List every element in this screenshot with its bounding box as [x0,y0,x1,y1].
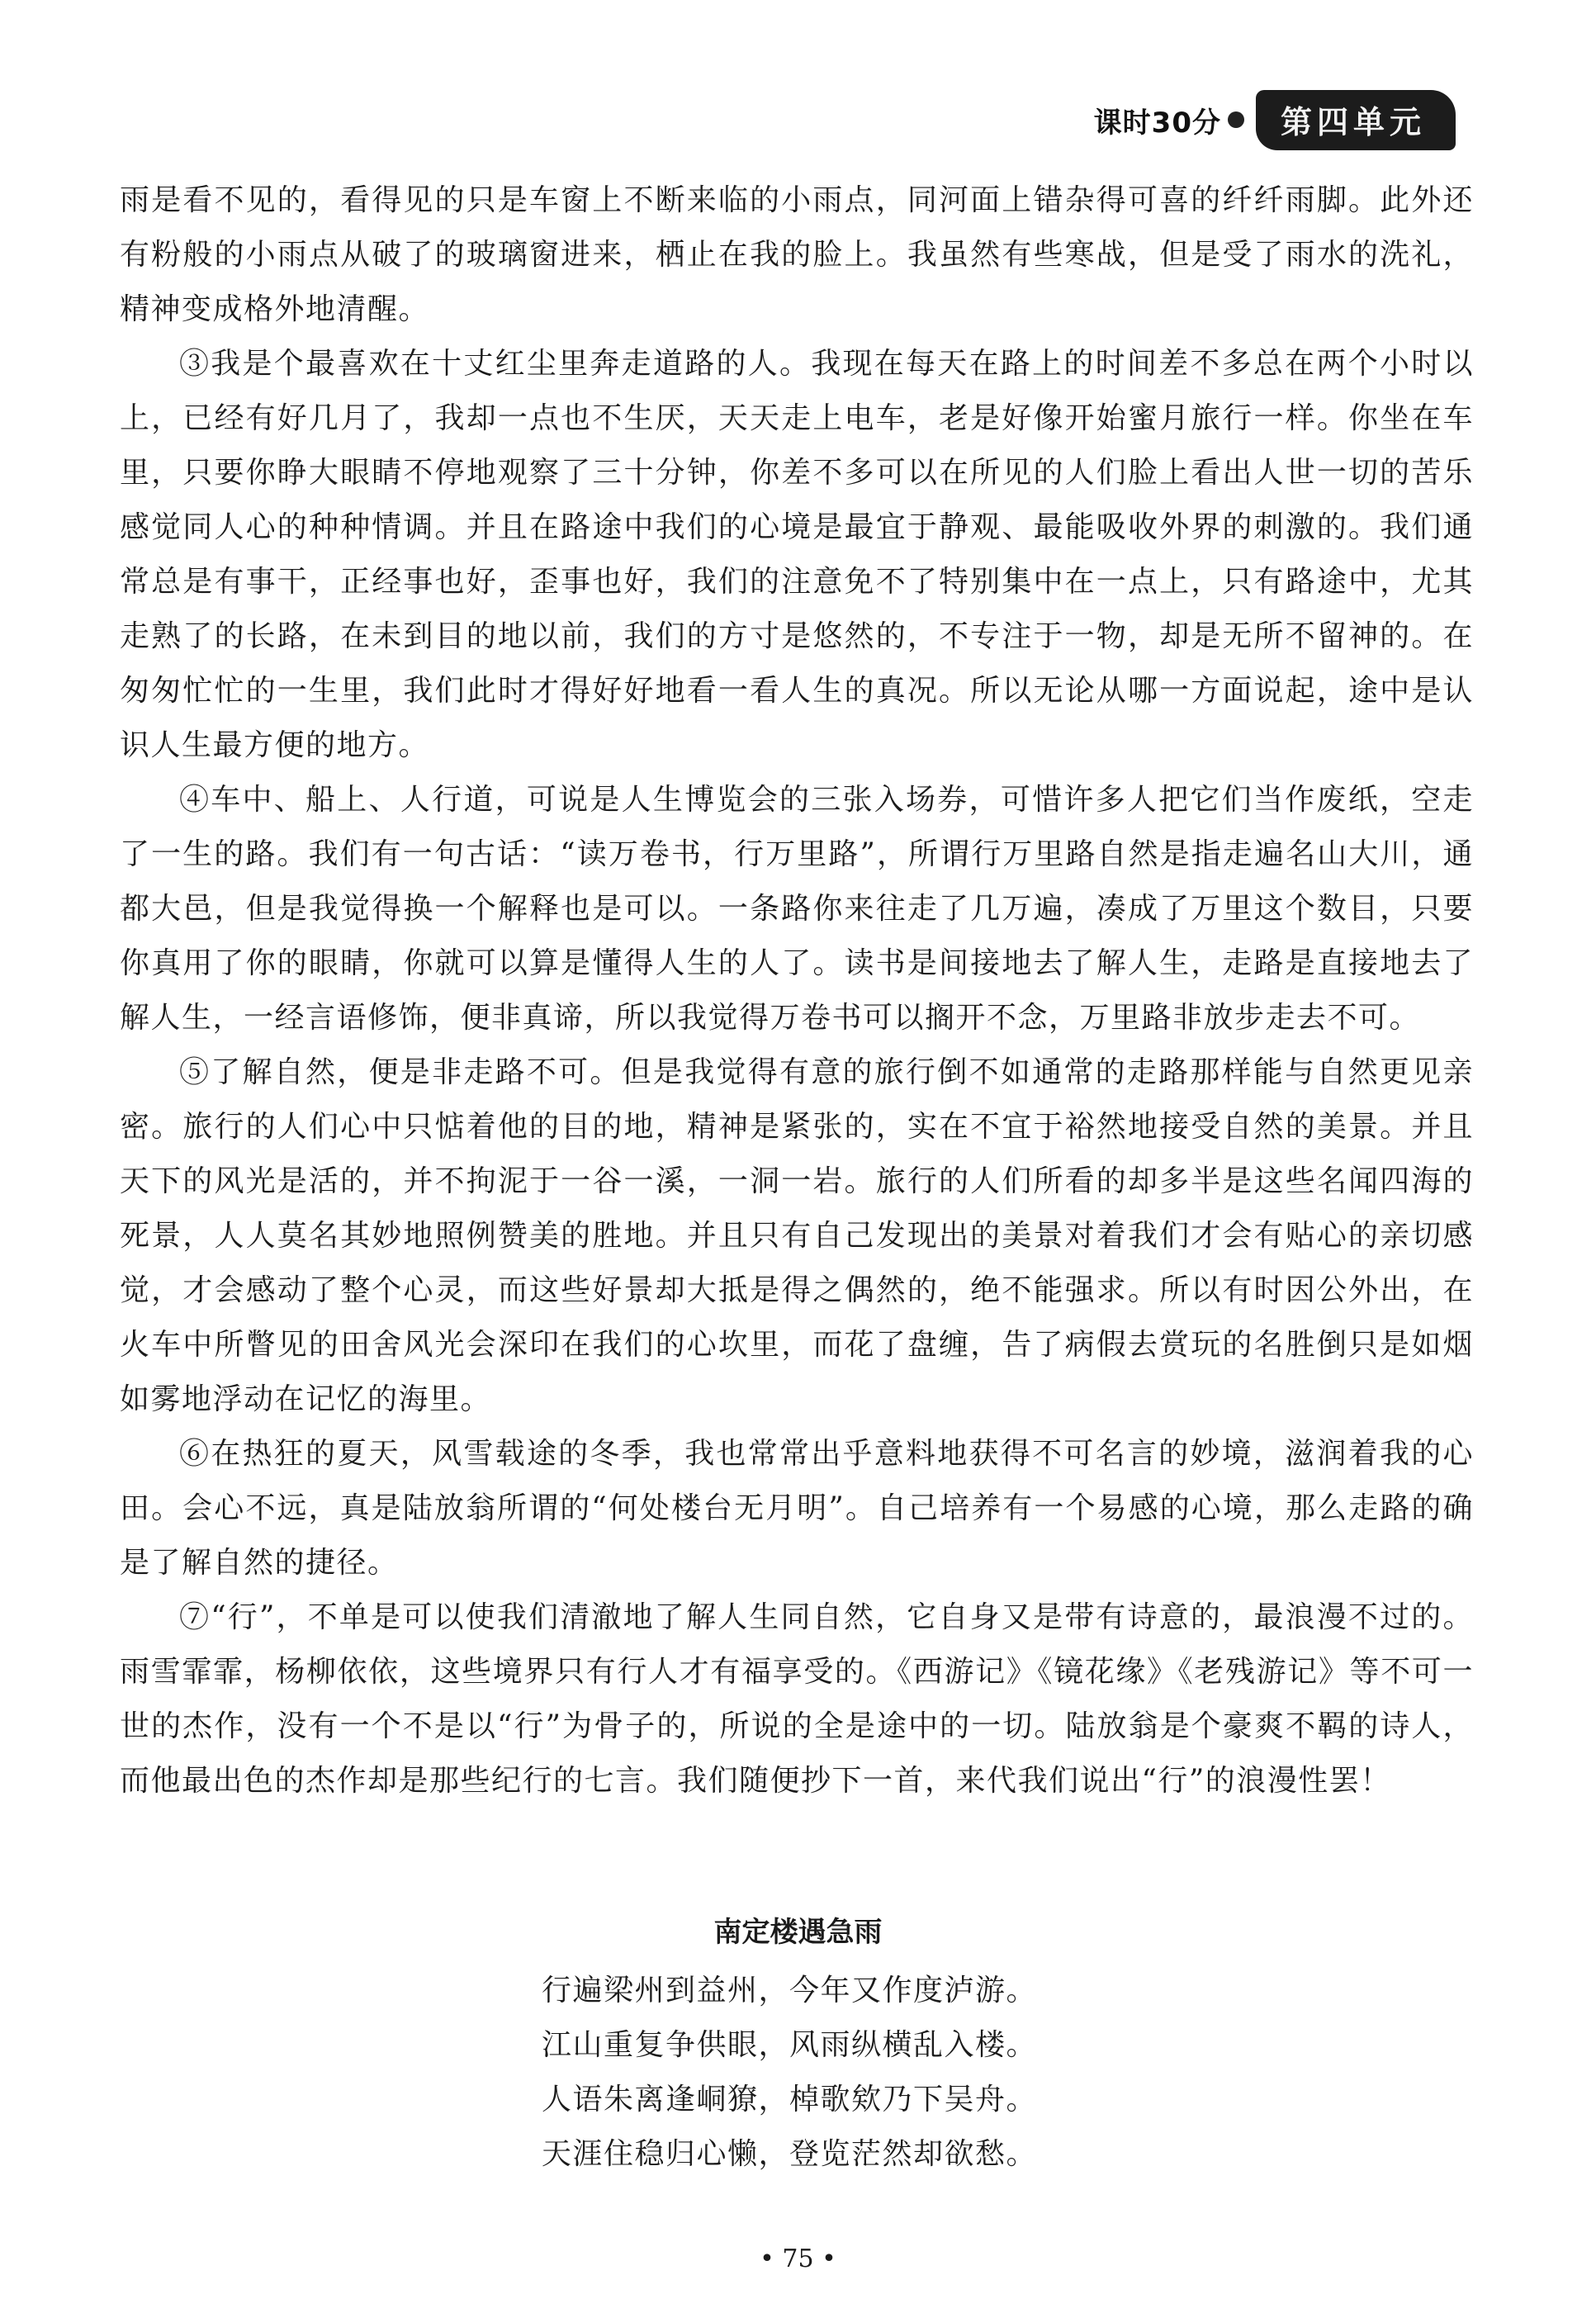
paragraph-continued: 雨是看不见的，看得见的只是车窗上不断来临的小雨点，同河面上错杂得可喜的纤纤雨脚。此外还有粉般的小雨点从破了的玻璃窗进来，栖止在我的脸上。我虽然有些寒战，但是受了雨水的洗礼，精神变成格外地清醒。 [120,183,1474,326]
paragraph-5: ⑤了解自然，便是非走路不可。但是我觉得有意的旅行倒不如通常的走路那样能与自然更见亲密。旅行的人们心中只惦着他的目的地，精神是紧张的，实在不宜于裕然地接受自然的美景。并且天下的风光是活的，并不拘泥于一谷一溪，一洞一岩。旅行的人们所看的却多半是这些名闻四海的死景，人人莫名其妙地照例赞美的胜地。并且只有自己发现出的美景对着我们才会有贴心的亲切感觉，才会感动了整个心灵，而这些好景却大抵是得之偶然的，绝不能强求。所以有时因公外出，在火车中所瞥见的田舍风光会深印在我们的心坎里，而花了盘缠，告了病假去赏玩的名胜倒只是如烟如雾地浮动在记忆的海里。 [120,1055,1474,1416]
poem-line: 行遍梁州到益州，今年又作度泸游。 [542,1974,1038,2007]
header-dot-icon [1228,111,1244,128]
poem-line: 天涯住稳归心懒，登览茫然却欲愁。 [542,2137,1038,2171]
page-number: • 75 • [760,2244,836,2273]
unit-badge: 第四单元 [1256,90,1456,150]
paragraph-3: ③我是个最喜欢在十丈红尘里奔走道路的人。我现在每天在路上的时间差不多总在两个小时以上，已经有好几月了，我却一点也不生厌，天天走上电车，老是好像开始蜜月旅行一样。你坐在车里，只要你睁大眼睛不停地观察了三十分钟，你差不多可以在所见的人们脸上看出人世一切的苦乐感觉同人心的种种情调。并且在路途中我们的心境是最宜于静观、最能吸收外界的刺激的。我们通常总是有事干，正经事也好，歪事也好，我们的注意免不了特别集中在一点上，只有路途中，尤其走熟了的长路，在未到目的地以前，我们的方寸是悠然的，不专注于一物，却是无所不留神的。在匆匆忙忙的一生里，我们此时才得好好地看一看人生的真况。所以无论从哪一方面说起，途中是认识人生最方便的地方。 [120,347,1474,762]
poem [542,1964,1037,2182]
poem-title: 南定楼遇急雨 [713,1916,883,1949]
header-label: 课时30分 [1093,106,1221,140]
paragraph-7: ⑦“行”，不单是可以使我们清澈地了解人生同自然，它自身又是带有诗意的，最浪漫不过的。雨雪霏霏，杨柳依依，这些境界只有行人才有福享受的。《西游记》《镜花缘》《老残游记》等不可一世的杰作，没有一个不是以“行”为骨子的，所说的全是途中的一切。陆放翁是个豪爽不羁的诗人，而他最出色的杰作却是那些纪行的七言。我们随便抄下一首，来代我们说出“行”的浪漫性罢！ [120,1600,1474,1798]
paragraph-6: ⑥在热狂的夏天，风雪载途的冬季，我也常常出乎意料地获得不可名言的妙境，滋润着我的心田。会心不远，真是陆放翁所谓的“何处楼台无月明”。自己培养有一个易感的心境，那么走路的确是了解自然的捷径。 [120,1437,1474,1580]
poem-line: 人语朱离逢峒獠，棹歌欸乃下吴舟。 [542,2083,1038,2116]
page-header [1094,92,1456,147]
poem-line: 江山重复争供眼，风雨纵横乱入楼。 [542,2028,1038,2062]
article-body [120,173,1474,1808]
paragraph-4: ④车中、船上、人行道，可说是人生博览会的三张入场券，可惜许多人把它们当作废纸，空走了一生的路。我们有一句古话：“读万卷书，行万里路”，所谓行万里路自然是指走遍名山大川，通都大邑，但是我觉得换一个解释也是可以。一条路你来往走了几万遍，凑成了万里这个数目，只要你真用了你的眼睛，你就可以算是懂得人生的人了。读书是间接地去了解人生，走路是直接地去了解人生，一经言语修饰，便非真谛，所以我觉得万卷书可以搁开不念，万里路非放步走去不可。 [120,783,1474,1035]
